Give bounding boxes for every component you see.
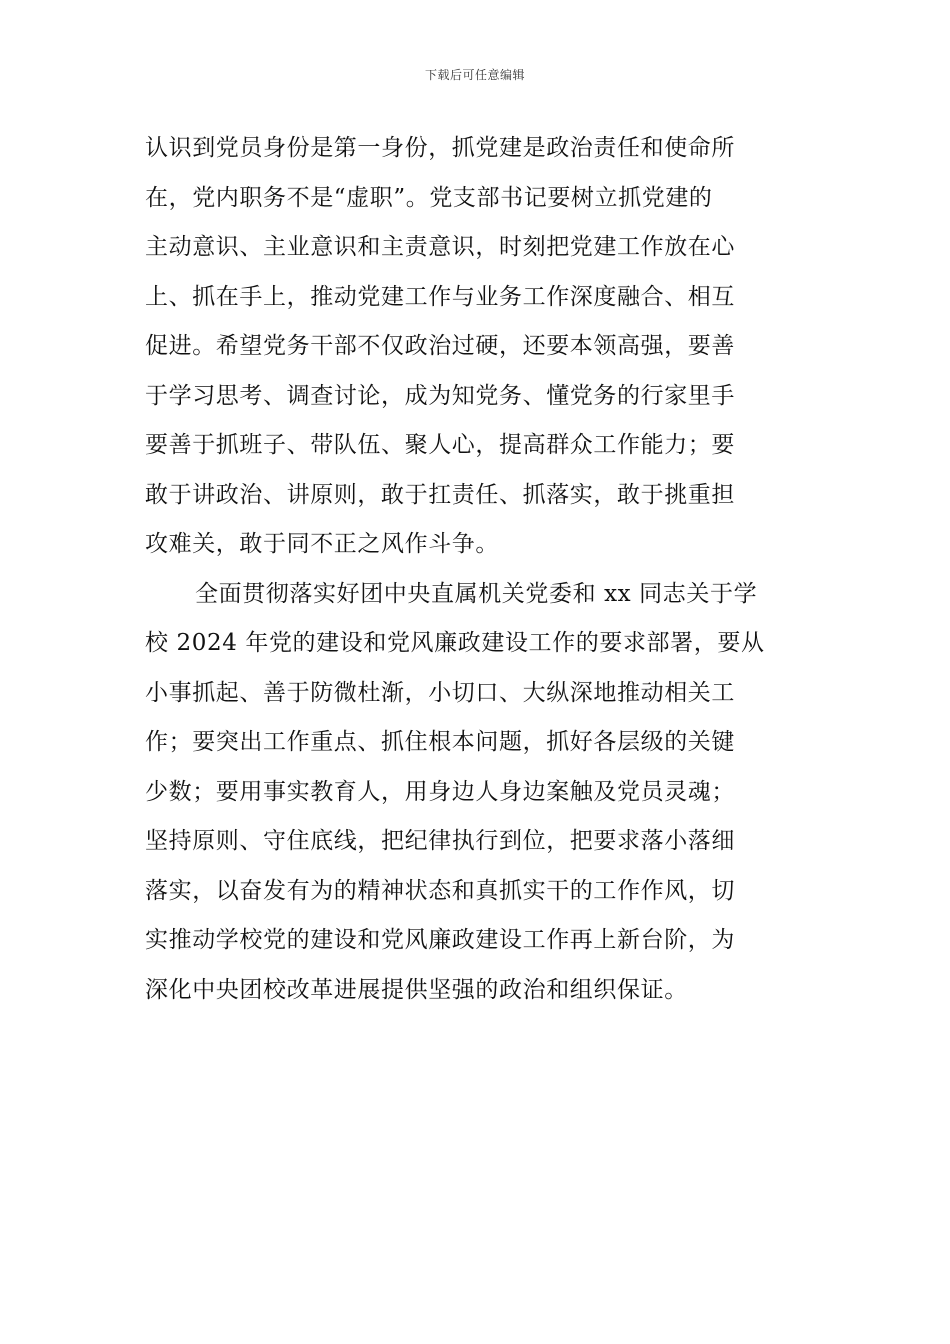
- text-line: 实推动学校党的建设和党风廉政建设工作再上新台阶，为: [145, 927, 735, 953]
- text-line: 落实，以奋发有为的精神状态和真抓实干的工作作风，切: [145, 877, 735, 904]
- document-body: [145, 124, 810, 1015]
- text-line: 少数；要用事实教育人，用身边人身边案触及党员灵魂；: [145, 778, 735, 805]
- page-header: 下载后可任意编辑: [424, 68, 525, 82]
- text-line: 在，党内职务不是“虚职”。党支部书记要树立抓党建的: [145, 184, 713, 211]
- paragraph-1: [145, 124, 810, 570]
- text-line: 全面贯彻落实好团中央直属机关党委和 xx 同志关于学: [195, 580, 758, 607]
- text-line: 上、抓在手上，推动党建工作与业务工作深度融合、相互: [145, 283, 735, 310]
- text-line: 促进。希望党务干部不仅政治过硬，还要本领高强，要善: [145, 333, 735, 359]
- text-line: 认识到党员身份是第一身份，抓党建是政治责任和使命所: [145, 135, 735, 161]
- text-line: 敢于讲政治、讲原则，敢于扛责任、抓落实，敢于挑重担: [145, 481, 735, 508]
- text-line: 小事抓起、善于防微杜渐，小切口、大纵深地推动相关工: [145, 679, 735, 706]
- text-line: 校 2024 年党的建设和党风廉政建设工作的要求部署，要从: [145, 630, 765, 656]
- text-line: 攻难关，敢于同不正之风作斗争。: [145, 531, 499, 557]
- text-line: 主动意识、主业意识和主责意识，时刻把党建工作放在心: [145, 234, 735, 260]
- text-line: 深化中央团校改革进展提供坚强的政治和组织保证。: [145, 976, 688, 1003]
- text-line: 要善于抓班子、带队伍、聚人心，提高群众工作能力；要: [145, 432, 735, 458]
- paragraph-2: [145, 570, 810, 1016]
- text-line: 坚持原则、守住底线，把纪律执行到位，把要求落小落细: [145, 828, 735, 854]
- text-line: 于学习思考、调查讨论，成为知党务、懂党务的行家里手: [145, 382, 735, 409]
- text-line: 作；要突出工作重点、抓住根本问题，抓好各层级的关键: [145, 729, 735, 755]
